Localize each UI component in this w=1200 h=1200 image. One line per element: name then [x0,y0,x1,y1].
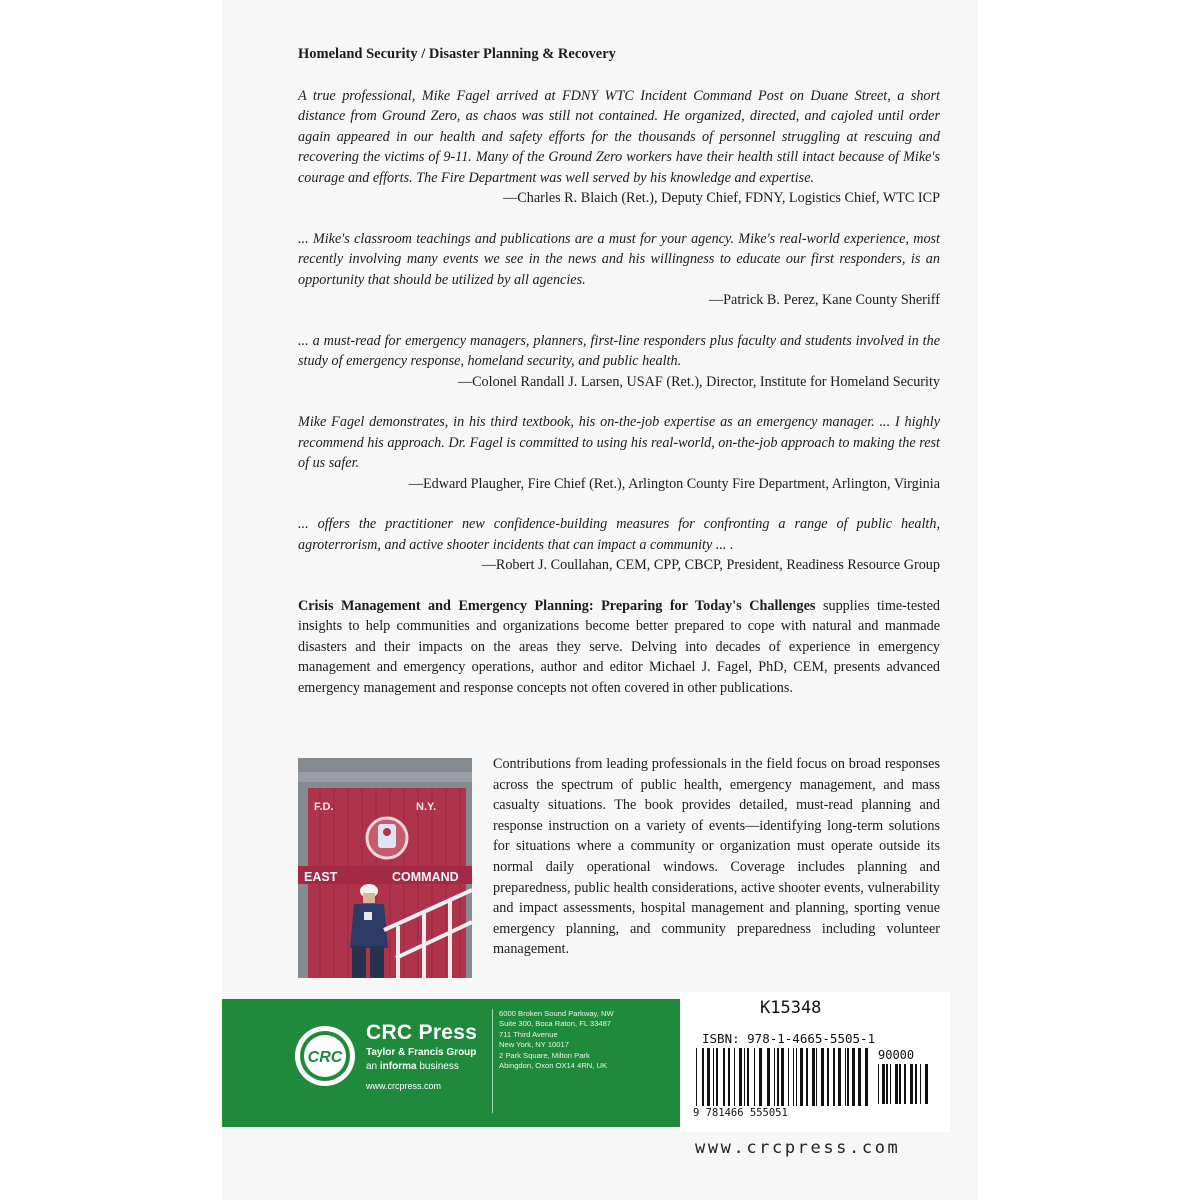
quote-attribution: —Robert J. Coullahan, CEM, CPP, CBCP, President, Readiness Resource Group [481,557,940,573]
endorsement-quote [298,331,940,393]
sign-right: N.Y. [416,801,437,813]
address-line: 711 Third Avenue [499,1029,558,1039]
barcode-bar [734,1048,735,1106]
quote-text: A true professional, Mike Fagel arrived at FDNY WTC Incident Command Post on Duane Street, a short distance from Ground Zero, as chaos was still not contained. He organized, directed, and cajoled until order again appeared in our health and safety efforts for the thousands of personnel struggling at rescuing and recovering the victims of 9-11. Many of the Ground Zero workers have their health still intact because of Mike's courage and efforts. The Fire Department was well served by his knowledge and expertise. [298,87,940,186]
barcode-bar [882,1064,885,1104]
barcode-bar [910,1064,913,1104]
barcode-bar [723,1048,725,1106]
publisher-band [222,999,680,1127]
book-title: Crisis Management and Emergency Planning: Preparing for Today's Challenges [298,597,816,614]
barcode-bar [713,1048,714,1106]
barcode-bar [781,1048,784,1106]
logo-text: CRC [307,1049,343,1066]
isbn: ISBN: 978-1-4665-5505-1 [702,1031,876,1046]
quote-attribution: —Charles R. Blaich (Ret.), Deputy Chief, FDNY, Logistics Chief, WTC ICP [503,190,940,206]
barcode-bar [796,1048,797,1106]
price-barcode [878,1064,934,1108]
barcode-bar [806,1048,808,1106]
barcode-bar [716,1048,718,1106]
barcode-bar [833,1048,835,1106]
banner-left: EAST [304,870,338,884]
endorsement-quote [298,412,940,494]
cover-photo [298,758,472,978]
endorsement-quote [298,86,940,209]
publisher-group: Taylor & Francis Group [366,1047,477,1058]
barcode-digits: 9 781466 555051 [693,1107,788,1119]
barcode-bar [812,1048,815,1106]
barcode-bar [899,1064,901,1104]
barcode-bar [767,1048,770,1106]
quote-attribution: —Patrick B. Perez, Kane County Sheriff [708,292,940,308]
barcode-bar [886,1064,888,1104]
sign-left: F.D. [314,801,334,813]
quote-text: ... Mike's classroom teachings and publications are a must for your agency. Mike's real-world experience, most recently involving many events we see in the news and his willingness to educate our first responders, is an opportunity that should be utilized by all agencies. [298,230,940,288]
address-line: Suite 300, Boca Raton, FL 33487 [499,1019,612,1029]
barcode-bar [838,1048,841,1106]
book-code: K15348 [760,998,822,1018]
barcode-bar [920,1064,921,1104]
barcode-bar [774,1048,775,1106]
barcode-bar [827,1048,829,1106]
business-brand: informa [379,1061,417,1072]
business-suffix: business [416,1061,459,1072]
barcode-bar [865,1048,868,1106]
divider [492,1009,493,1113]
banner-right: COMMAND [392,870,459,884]
barcode-bar [904,1064,906,1104]
publisher-addresses [499,1009,614,1071]
barcode-bar [728,1048,730,1106]
endorsement-quote [298,229,940,311]
barcode-bar [845,1048,846,1106]
quote-text: ... a must-read for emergency managers, planners, first-line responders plus faculty and students involved in the study of emergency response, homeland security, and public health. [298,332,940,369]
barcode-bar [895,1064,898,1104]
barcode-bar [707,1048,710,1106]
cover-text [298,44,940,698]
barcode-bar [702,1048,704,1106]
crc-logo [294,1025,356,1092]
barcode-bar [821,1048,824,1106]
barcode-bar [759,1048,762,1106]
barcode-bar [793,1048,794,1106]
publisher-name: CRC Press [366,1021,478,1044]
publisher-business [366,1061,459,1072]
description-text: supplies time-tested insights to help communities and organizations become better prepared to cope with natural and manmade disasters and their impacts on the areas they serve. Delving into decades of experience in emergency management and emergency operations, author and editor Michael J. Fagel, PhD, CEM, presents advanced emergency management and response concepts not often covered in other publications. [298,597,940,696]
barcode-bar [747,1048,749,1106]
price-code: 90000 [878,1048,915,1062]
barcode-bar [754,1048,755,1106]
publisher-url: www.crcpress.com [366,1081,442,1091]
quote-attribution: —Colonel Randall J. Larsen, USAF (Ret.), Director, Institute for Homeland Security [457,373,940,390]
barcode-bar [915,1064,917,1104]
quote-text: Mike Fagel demonstrates, in his third textbook, his on-the-job expertise as an emergency manager. ... I highly recommend his approach. Dr. Fagel is committed to using his real-world, on-the-job approach to making the rest of us safer. [298,414,940,471]
barcode-bar [744,1048,745,1106]
barcode-bar [739,1048,742,1106]
business-prefix: an [366,1061,380,1072]
address-line: New York, NY 10017 [499,1040,569,1050]
isbn-barcode [696,1048,868,1108]
barcode-bar [816,1048,817,1106]
barcode-bar [777,1048,779,1106]
quote-attribution: —Edward Plaugher, Fire Chief (Ret.), Arlington County Fire Department, Arlington, Virginia [408,475,940,492]
barcode-bar [800,1048,803,1106]
fdny-emblem [367,818,407,858]
website-url: www.crcpress.com [695,1138,901,1158]
endorsement-quote [298,514,940,576]
category-heading: Homeland Security / Disaster Planning & Recovery [298,46,616,62]
fdny-photo-illustration [298,758,472,978]
address-line: Abingdon, Oxon OX14 4RN, UK [499,1061,608,1071]
barcode-bar [878,1064,879,1104]
barcode-bar [847,1048,849,1106]
address-line: 2 Park Square, Milton Park [499,1050,590,1060]
barcode-bar [858,1048,861,1106]
contributions-text: Contributions from leading professionals in the field focus on broad responses across the spectrum of public health, emergency management, and mass casualty situations. The book provides detailed, must-read planning and response instruction on a variety of events—identifying long-term solutions for situations where a community or organization must operate outside its normal daily operational windows. Coverage includes planning and preparedness, public health considerations, active shooter events, vulnerability and impact assessments, hospital management and planning, sporting venue emergency planning, and community preparedness including volunteer management. [493,756,940,958]
barcode-bar [852,1048,855,1106]
address-line: 6000 Broken Sound Parkway, NW [499,1009,614,1018]
quote-text: ... offers the practitioner new confidence-building measures for confronting a range of public health, agroterrorism, and active shooter incidents that can impact a community ... . [298,516,940,553]
barcode-bar [925,1064,928,1104]
barcode-bar [890,1064,891,1104]
book-description [298,596,940,699]
barcode-block [680,992,950,1132]
barcode-bar [696,1048,697,1106]
barcode-bar [788,1048,789,1106]
